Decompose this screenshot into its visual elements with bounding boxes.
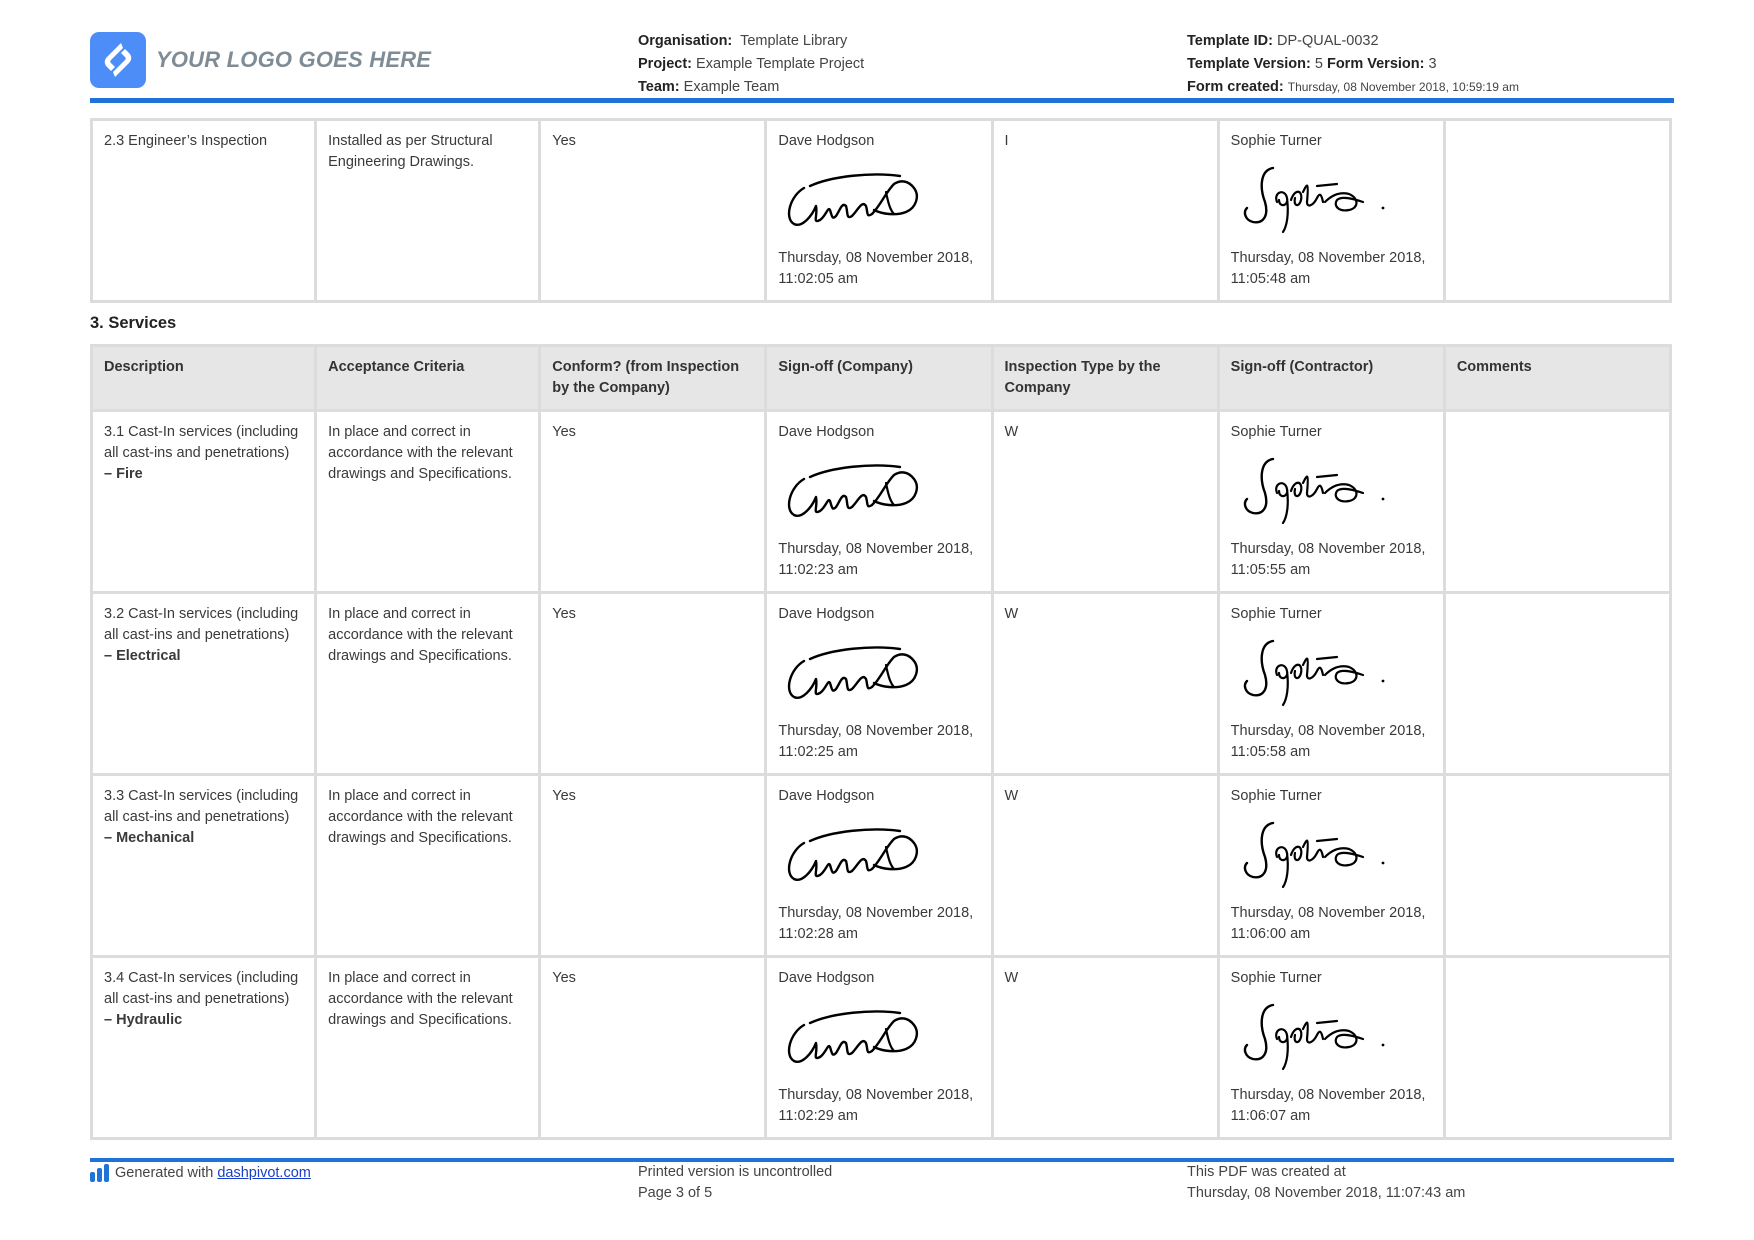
column-header: Sign-off (Company): [767, 347, 990, 409]
contractor-signoff-date: Thursday, 08 November 2018, 11:05:48 am: [1230, 250, 1426, 287]
table-header-row: [93, 347, 1669, 409]
conform-text: Yes: [552, 424, 576, 440]
company-signoff-cell: [767, 776, 990, 955]
contractor-signoff-cell: [1220, 121, 1443, 300]
company-signature: [778, 813, 979, 899]
description-text: 3.1 Cast-In services (including all cast-ins and penetrations): [104, 424, 299, 461]
criteria-cell: [317, 412, 538, 591]
contractor-signoff-cell: [1220, 594, 1443, 773]
contractor-signature: [1231, 995, 1432, 1081]
description-cell: [93, 594, 314, 773]
services-table: [90, 344, 1672, 1140]
header-project-info: [638, 30, 864, 99]
company-signoff-date: Thursday, 08 November 2018, 11:02:23 am: [778, 541, 974, 578]
company-signoff-date: Thursday, 08 November 2018, 11:02:05 am: [778, 250, 974, 287]
column-header: Description: [93, 347, 314, 409]
company-signoff-cell: [767, 958, 990, 1137]
pdf-created-label: This PDF was created at: [1187, 1164, 1346, 1180]
criteria-cell: [317, 776, 538, 955]
form-created-label: Form created:: [1187, 79, 1284, 95]
criteria-text: In place and correct in accordance with the relevant drawings and Specifications.: [328, 788, 513, 846]
criteria-text: In place and correct in accordance with the relevant drawings and Specifications.: [328, 606, 513, 664]
contractor-signer-name: Sophie Turner: [1230, 970, 1322, 986]
contractor-signature: [1231, 813, 1432, 899]
company-signoff-cell: [767, 412, 990, 591]
company-signoff-date: Thursday, 08 November 2018, 11:02:25 am: [778, 723, 974, 760]
form-version-label: Form Version:: [1326, 56, 1425, 72]
header-divider: [90, 98, 1674, 103]
company-signer-name: Dave Hodgson: [778, 424, 875, 440]
company-signoff-date: Thursday, 08 November 2018, 11:02:28 am: [778, 905, 974, 942]
template-id-value: DP-QUAL-0032: [1276, 33, 1379, 49]
previous-section-table: [90, 118, 1672, 303]
table-row: [93, 121, 1669, 300]
contractor-signature: [1231, 631, 1432, 717]
conform-cell: [541, 594, 764, 773]
description-service: – Mechanical: [104, 830, 195, 846]
template-id-label: Template ID:: [1187, 33, 1273, 49]
contractor-signoff-date: Thursday, 08 November 2018, 11:06:00 am: [1230, 905, 1426, 942]
form-version-value: 3: [1428, 56, 1437, 72]
conform-cell: [541, 121, 764, 300]
company-signature: [778, 995, 979, 1081]
project-label: Project:: [638, 56, 692, 72]
company-signer-name: Dave Hodgson: [778, 133, 875, 149]
logo-icon: [90, 32, 146, 88]
inspection-type-text: W: [1004, 788, 1019, 804]
inspection-type-cell: [994, 121, 1217, 300]
inspection-type-cell: [994, 594, 1217, 773]
description-service: – Fire: [104, 466, 143, 482]
conform-text: Yes: [552, 970, 576, 986]
inspection-type-text: I: [1004, 133, 1009, 149]
inspection-type-cell: [994, 776, 1217, 955]
template-version-value: 5: [1314, 56, 1323, 72]
table-row: [93, 412, 1669, 591]
page-number: Page 3 of 5: [638, 1185, 713, 1201]
description-service: – Electrical: [104, 648, 181, 664]
criteria-text: In place and correct in accordance with the relevant drawings and Specifications.: [328, 424, 513, 482]
form-created-value: Thursday, 08 November 2018, 10:59:19 am: [1287, 80, 1519, 94]
comments-cell: [1446, 412, 1669, 591]
description-cell: [93, 776, 314, 955]
pdf-created-value: Thursday, 08 November 2018, 11:07:43 am: [1187, 1185, 1466, 1201]
conform-cell: [541, 958, 764, 1137]
team-label: Team:: [638, 79, 680, 95]
column-header: Conform? (from Inspection by the Company): [541, 347, 764, 409]
contractor-signoff-cell: [1220, 958, 1443, 1137]
contractor-signature: [1231, 449, 1432, 535]
uncontrolled-notice: Printed version is uncontrolled: [638, 1164, 833, 1180]
criteria-cell: [317, 121, 538, 300]
criteria-text: In place and correct in accordance with the relevant drawings and Specifications.: [328, 970, 513, 1028]
logo: [90, 32, 431, 88]
inspection-type-text: W: [1004, 424, 1019, 440]
generated-prefix: Generated with: [115, 1165, 214, 1181]
table-row: [93, 776, 1669, 955]
contractor-signer-name: Sophie Turner: [1230, 424, 1322, 440]
description-cell: [93, 412, 314, 591]
company-signature: [778, 449, 979, 535]
criteria-cell: [317, 958, 538, 1137]
comments-cell: [1446, 776, 1669, 955]
description-cell: [93, 121, 314, 300]
page-header: [90, 26, 1674, 102]
organisation-label: Organisation:: [638, 33, 733, 49]
company-signoff-cell: [767, 121, 990, 300]
company-signoff-date: Thursday, 08 November 2018, 11:02:29 am: [778, 1087, 974, 1124]
description-text: 3.3 Cast-In services (including all cast-ins and penetrations): [104, 788, 299, 825]
description-text: 2.3 Engineer’s Inspection: [104, 133, 268, 149]
column-header: Sign-off (Contractor): [1220, 347, 1443, 409]
organisation-value: Template Library: [740, 33, 848, 49]
criteria-cell: [317, 594, 538, 773]
inspection-type-text: W: [1004, 606, 1019, 622]
company-signoff-cell: [767, 594, 990, 773]
inspection-type-cell: [994, 958, 1217, 1137]
section-title: 3. Services: [90, 314, 177, 332]
criteria-text: Installed as per Structural Engineering Drawings.: [328, 133, 493, 170]
column-header: Comments: [1446, 347, 1669, 409]
inspection-type-cell: [994, 412, 1217, 591]
contractor-signer-name: Sophie Turner: [1230, 788, 1322, 804]
logo-text: YOUR LOGO GOES HERE: [156, 47, 432, 72]
description-text: 3.4 Cast-In services (including all cast-ins and penetrations): [104, 970, 299, 1007]
contractor-signature: [1231, 158, 1432, 244]
conform-cell: [541, 776, 764, 955]
company-signer-name: Dave Hodgson: [778, 606, 875, 622]
conform-text: Yes: [552, 788, 576, 804]
contractor-signoff-date: Thursday, 08 November 2018, 11:06:07 am: [1230, 1087, 1426, 1124]
contractor-signoff-cell: [1220, 412, 1443, 591]
pdf-created: [1187, 1162, 1465, 1204]
contractor-signer-name: Sophie Turner: [1230, 606, 1322, 622]
inspection-type-text: W: [1004, 970, 1019, 986]
conform-text: Yes: [552, 606, 576, 622]
description-text: 3.2 Cast-In services (including all cast-ins and penetrations): [104, 606, 299, 643]
contractor-signoff-date: Thursday, 08 November 2018, 11:05:55 am: [1230, 541, 1426, 578]
company-signature: [778, 631, 979, 717]
dashpivot-icon: [90, 1164, 109, 1182]
comments-cell: [1446, 121, 1669, 300]
contractor-signoff-cell: [1220, 776, 1443, 955]
team-value: Example Team: [683, 79, 780, 95]
company-signer-name: Dave Hodgson: [778, 788, 875, 804]
project-value: Example Template Project: [696, 56, 865, 72]
table-row: [93, 958, 1669, 1137]
comments-cell: [1446, 958, 1669, 1137]
description-cell: [93, 958, 314, 1137]
column-header: Acceptance Criteria: [317, 347, 538, 409]
description-service: – Hydraulic: [104, 1012, 183, 1028]
generated-with: [90, 1162, 311, 1184]
template-version-label: Template Version:: [1187, 56, 1311, 72]
comments-cell: [1446, 594, 1669, 773]
company-signature: [778, 158, 979, 244]
header-template-info: [1187, 30, 1519, 99]
print-notice: [638, 1162, 832, 1204]
company-signer-name: Dave Hodgson: [778, 970, 875, 986]
contractor-signoff-date: Thursday, 08 November 2018, 11:05:58 am: [1230, 723, 1426, 760]
conform-cell: [541, 412, 764, 591]
dashpivot-link[interactable]: dashpivot.com: [217, 1165, 311, 1181]
conform-text: Yes: [552, 133, 576, 149]
column-header: Inspection Type by the Company: [994, 347, 1217, 409]
contractor-signer-name: Sophie Turner: [1230, 133, 1322, 149]
table-row: [93, 594, 1669, 773]
